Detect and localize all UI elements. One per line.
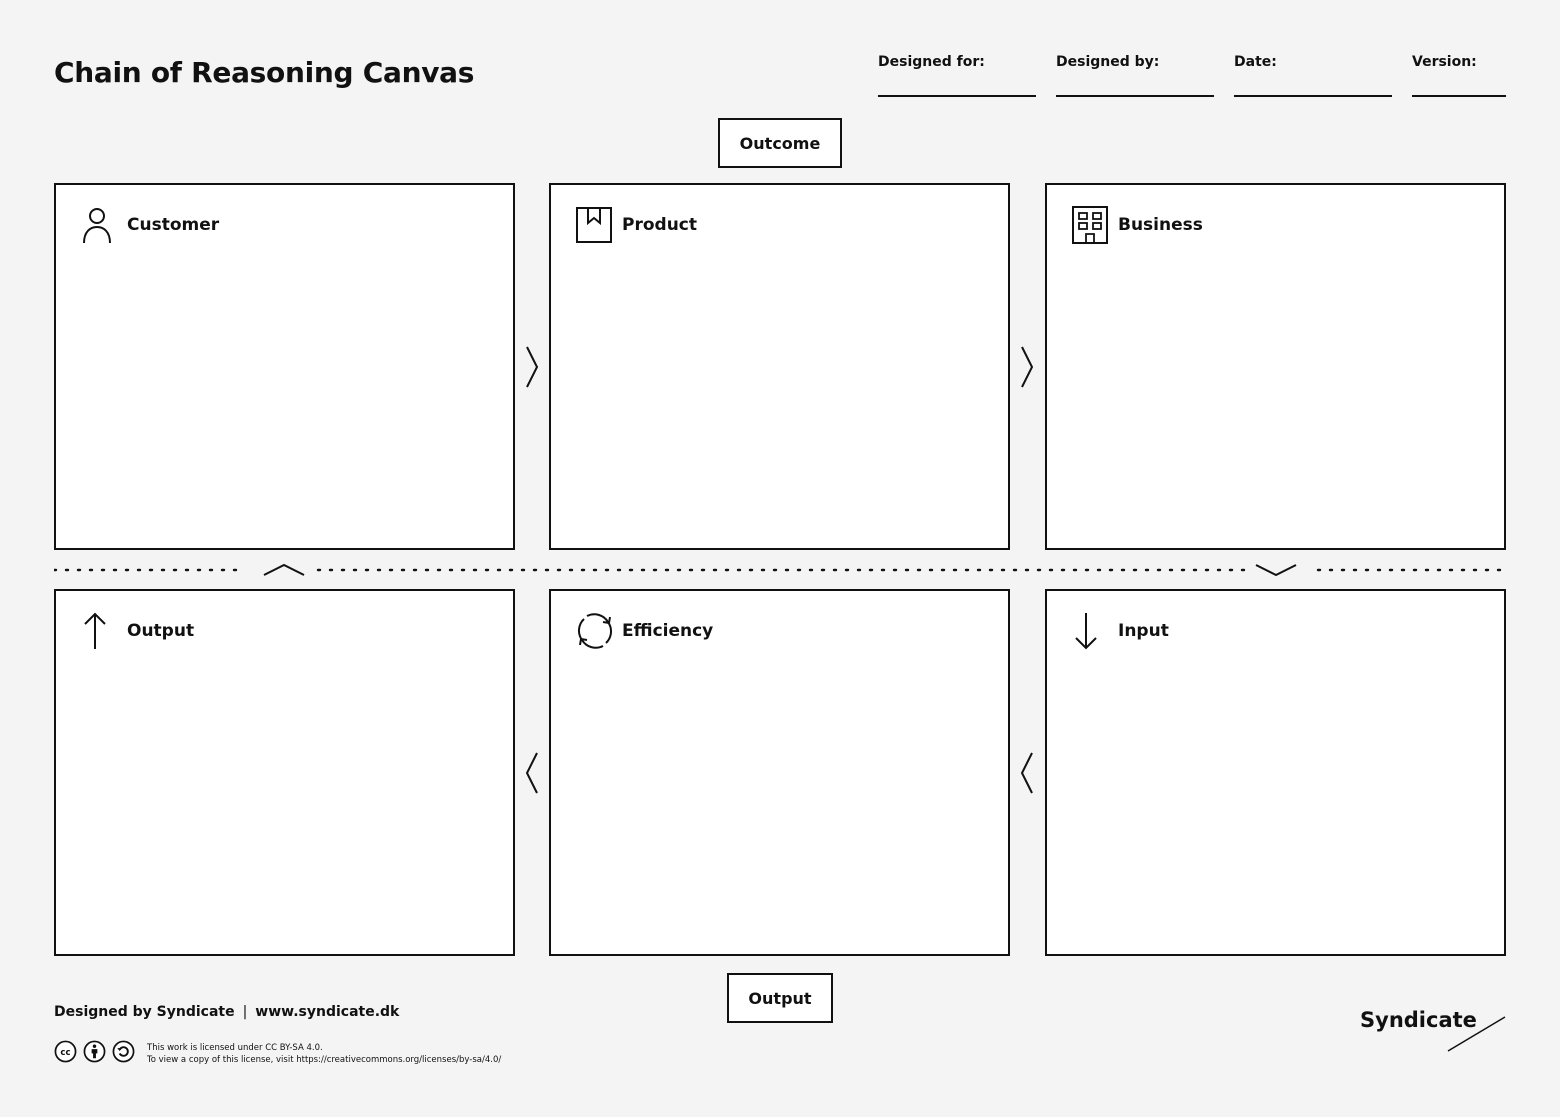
building-icon	[1071, 205, 1111, 245]
output-label: Output	[127, 621, 195, 641]
credit-separator: |	[242, 1004, 248, 1020]
customer-label: Customer	[127, 215, 220, 235]
chevron-left-icon	[524, 751, 540, 795]
brand-slash-icon	[1447, 1015, 1507, 1053]
product-box[interactable]	[549, 183, 1010, 550]
chevron-right-icon	[1019, 345, 1035, 389]
license-text	[147, 1042, 501, 1066]
output-box[interactable]	[54, 589, 515, 956]
date-field[interactable]	[1234, 54, 1277, 70]
efficiency-label: Efficiency	[622, 621, 714, 641]
license-line-1: This work is licensed under CC BY-SA 4.0.	[147, 1043, 323, 1053]
bookmark-box-icon	[575, 205, 615, 245]
outcome-tag: Outcome	[718, 118, 842, 168]
chevron-right-icon	[524, 345, 540, 389]
designed-for-line	[878, 95, 1036, 97]
designed-for-label: Designed for:	[878, 54, 985, 70]
date-line	[1234, 95, 1392, 97]
output-tag: Output	[727, 973, 833, 1023]
credit-text: Designed by Syndicate	[54, 1004, 235, 1020]
product-label: Product	[622, 215, 697, 235]
person-icon	[80, 205, 120, 245]
business-box[interactable]	[1045, 183, 1506, 550]
share-alike-icon	[112, 1040, 135, 1063]
designed-for-field[interactable]	[878, 54, 985, 70]
date-label: Date:	[1234, 54, 1277, 70]
efficiency-box[interactable]	[549, 589, 1010, 956]
svg-text:cc: cc	[60, 1047, 71, 1058]
designed-by-line	[1056, 95, 1214, 97]
arrow-up-icon	[80, 611, 120, 651]
input-label: Input	[1118, 621, 1169, 641]
version-label: Version:	[1412, 54, 1477, 70]
cycle-icon	[575, 611, 615, 651]
brand-logo-text: Syndicate	[1360, 1008, 1477, 1032]
attribution-icon	[83, 1040, 106, 1063]
website-link[interactable]: www.syndicate.dk	[255, 1004, 400, 1020]
version-field[interactable]	[1412, 54, 1477, 70]
arrow-down-icon	[1071, 611, 1111, 651]
customer-box[interactable]	[54, 183, 515, 550]
version-line	[1412, 95, 1506, 97]
business-label: Business	[1118, 215, 1203, 235]
cc-license-icons	[54, 1040, 135, 1063]
input-box[interactable]	[1045, 589, 1506, 956]
designed-by-label: Designed by:	[1056, 54, 1160, 70]
designed-by-field[interactable]	[1056, 54, 1159, 70]
canvas-title: Chain of Reasoning Canvas	[54, 56, 475, 89]
footer-credit	[54, 1004, 399, 1020]
license-line-2: To view a copy of this license, visit https://creativecommons.org/licenses/by-sa/4.0/	[147, 1055, 502, 1065]
chevron-up-icon	[262, 562, 306, 578]
chevron-down-icon	[1254, 562, 1298, 578]
cc-icon	[54, 1040, 77, 1063]
chevron-left-icon	[1019, 751, 1035, 795]
